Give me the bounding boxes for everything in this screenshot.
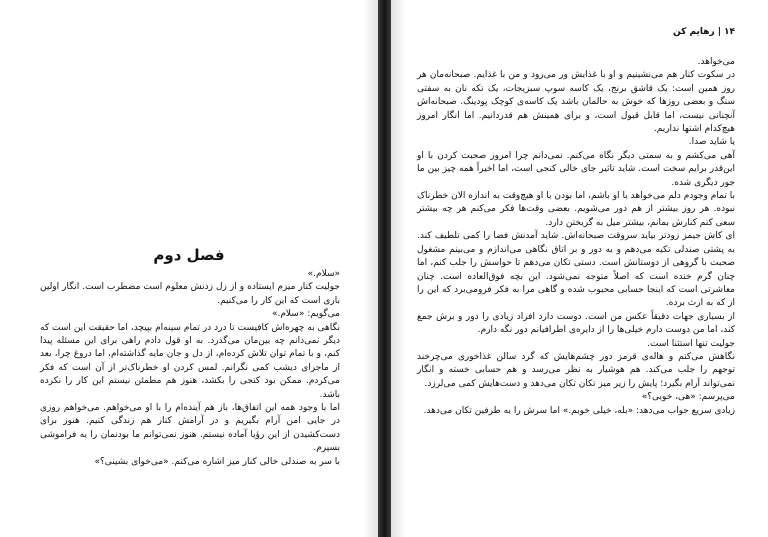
paragraph: می‌خواهد. [697, 57, 735, 67]
paragraph: با تمام وجودم دلم می‌خواهد با او باشم، اما بودن با او هیچ‌وقت به اندازه الان خطرناک نبوده. هر روز بیشتر از هم دور می‌شویم. بعضی وقت‌ها فکر می‌کنم هر چه بیشتر سعی کنم کنارش بمانم، بیشتر میل به گریختن دارد. [417, 191, 735, 228]
right-page [391, 0, 768, 537]
paragraph: می‌گویم: «سلام.» [271, 309, 340, 320]
page-edge-shadow [391, 0, 405, 537]
book-gutter [378, 0, 391, 537]
paragraph: با سر به صندلی خالی کنار میز اشاره می‌کنم. «می‌خوای بشینی؟» [94, 456, 340, 467]
paragraph: می‌پرسم: «هی، خوبی؟» [641, 392, 735, 403]
book-title: رهایم کن [672, 27, 715, 37]
paragraph: آهی می‌کشم و به سمتی دیگر نگاه می‌کنم. نمی‌دانم چرا امروز صحبت کردن با او این‌قدر برایم سخت است. شاید تاثیر جای خالی کنجی است، اما اخیراً همه چیز بین ما جور دیگری شده. [417, 150, 735, 188]
chapter-title: فصل دوم [153, 246, 225, 264]
paragraph: اما با وجود همه این اتفاق‌ها، باز هم آینده‌ام را با او می‌خواهم. می‌خواهم روزی در جایی امن آرام بگیریم و در آرامش کنار هم زندگی کنیم. هنوز برای دست‌کشیدن از این رؤیا آماده نیستم. هنوز نمی‌توانم ما بودنمان را به فراموشی بسپرم. [40, 403, 340, 454]
paragraph: جولیت کنار میزم ایستاده و از زل زدنش معلوم است مضطرب است. انگار اولین باری است که این کار را می‌کنیم. [40, 282, 340, 306]
paragraph: از بسیاری جهات دقیقاً عکس من است. دوست دارد افراد زیادی را دور و برش جمع کند، اما من دوست دارم خیلی‌ها را از دایره‌ی اطرافیانم دور نگه دارم. [417, 311, 735, 336]
paragraph: در سکوت کنار هم می‌نشینیم و او با غذایش ور می‌رود و من با غذایم. صبحانه‌مان هر روز همین است: یک قاشق برنج، یک کاسه سوپ سبزیجات، یک تکه نان به سفتی سنگ و بعضی روزها که خوش به حالمان باشد یک کاسه‌ی کوچک پودینگ. صبحانه‌اش آنچنانی نیست، اما قابل قبول است، و برای همینش هم قدردانیم. اما انگار امروز هیچ‌کدام اشتها نداریم. [417, 70, 735, 135]
header-separator: | [717, 27, 721, 37]
paragraph: نگاهش می‌کنم و هاله‌ی قرمز دور چشم‌هایش که گرد سالن غذاخوری می‌چرخند توجهم را جلب می‌کند. هم هوشیار به نظر می‌رسد و هم حسابی خسته و انگار نمی‌تواند آرام بگیرد؛ پایش را زیر میز تکان تکان می‌دهد و دست‌هایش کمی می‌لرزد. [417, 351, 735, 389]
paragraph: یا شاید صدا. [688, 137, 735, 148]
right-body-text [417, 56, 735, 418]
left-body-text [40, 268, 340, 469]
left-page [0, 0, 378, 537]
paragraph: نگاهی به چهره‌اش کافیست تا درد در تمام سینه‌ام بپیچد، اما حقیقت این است که دیگر نمی‌دانم چه بین‌مان می‌گذرد. به او قول دادم راهی برای این مسئله پیدا کنم، و با تمام توان تلاش کرده‌ام، از دل و جان مایه گذاشته‌ام، اما دروغ چرا، بعد از ماجرای دیشب کمی نگرانم. لمس کردن او خطرناک‌تر از آن است که فکر می‌کردم. ممکن بود کنجی را بکشد، هنوز هم مطمئن نیستم این کار را نکرده باشد. [40, 322, 340, 400]
page-number: ۱۴ [724, 27, 735, 37]
page-edge-shadow [364, 0, 378, 537]
paragraph: «سلام.» [307, 269, 340, 279]
paragraph: ای کاش جیمز زودتر بیاید سروقت صبحانه‌اش. شاید آمدنش فضا را کمی تلطیف کند. به پشتی صندلی تکیه می‌دهم و به دور و بر اتاق نگاهی می‌اندازم و می‌بینم مشغول صحبت با گروهی از دوستانش است. دستی تکان می‌دهم تا حواسش را جلب کنم، اما چنان گرم خنده است که اصلاً متوجه نمی‌شود. این بچه فوق‌العاده است. چنان معاشرتی است که اینجا حسابی محبوب شده و گاهی مرا به فکر فرومی‌برد که این را از که به ارث برده. [417, 231, 735, 309]
paragraph: جولیت تنها استثنا است. [647, 338, 735, 349]
paragraph: زیادی سریع جواب می‌دهد: «بله، خیلی خوبم.» اما سرش را به طرفین تکان می‌دهد. [423, 405, 735, 416]
running-header [631, 27, 735, 37]
